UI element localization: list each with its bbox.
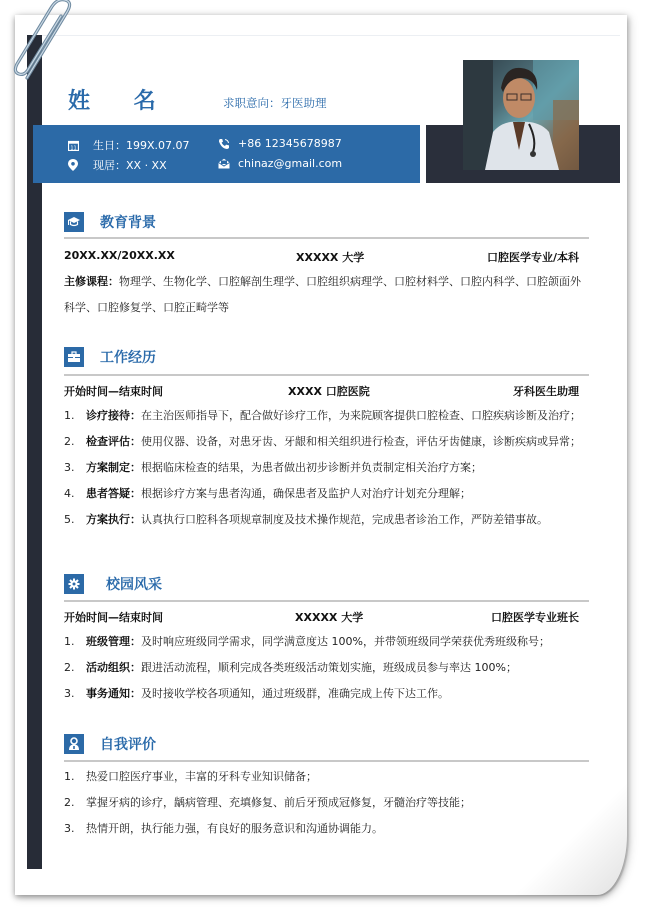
- person-icon: [64, 734, 84, 754]
- email-info: [218, 157, 342, 170]
- list-item: 1. 诊疗接待：在主治医师指导下，配合做好诊疗工作，为来院顾客提供口腔检查、口腔疾病诊断及治疗；: [64, 409, 581, 422]
- education-school: XXXXX 大学: [296, 251, 365, 264]
- phone-text[interactable]: +86 12345678987: [238, 137, 342, 150]
- profile-photo: [463, 60, 579, 170]
- campus-section-header: [64, 574, 162, 594]
- mail-icon: [218, 158, 230, 170]
- list-item: 4. 患者答疑：根据诊疗方案与患者沟通，确保患者及监护人对治疗计划充分理解；: [64, 487, 471, 500]
- work-section-header: [64, 347, 156, 367]
- list-item: 2. 掌握牙病的诊疗，龋病管理、充填修复、前后牙预成冠修复，牙髓治疗等技能；: [64, 796, 471, 809]
- campus-divider: [64, 600, 589, 602]
- list-item: 3. 热情开朗，执行能力强，有良好的服务意识和沟通协调能力。: [64, 822, 383, 835]
- calendar-icon: [67, 139, 79, 151]
- list-item: 3. 方案制定：根据临床检查的结果，为患者做出初步诊断并负责制定相关治疗方案；: [64, 461, 482, 474]
- education-period: 20XX.XX/20XX.XX: [64, 249, 175, 262]
- phone-icon: [218, 138, 230, 150]
- phone-info: [218, 137, 342, 150]
- list-item: 5. 方案执行：认真执行口腔科各项规章制度及技术操作规范，完成患者诊治工作，严防差错事故。: [64, 513, 548, 526]
- self-eval-divider: [64, 760, 589, 762]
- campus-title: 校园风采: [106, 577, 162, 593]
- top-divider: [40, 35, 620, 36]
- campus-period: 开始时间—结束时间: [64, 611, 163, 624]
- location-pin-icon: [67, 159, 79, 171]
- courses-text: 物理学、生物化学、口腔解剖生理学、口腔组织病理学、口腔材料学、口腔内科学、口腔颌面外科学、口腔修复学、口腔正畸学等: [64, 275, 581, 314]
- list-item: 1. 班级管理：及时响应班级同学需求，同学满意度达 100%，并带领班级同学荣获优秀班级称号；: [64, 635, 550, 648]
- education-title: 教育背景: [100, 215, 156, 231]
- self-eval-section-header: [64, 734, 156, 754]
- candidate-name: 姓 名: [68, 89, 174, 114]
- graduation-cap-icon: [64, 212, 84, 232]
- courses-label: 主修课程：: [64, 275, 119, 288]
- education-major: 口腔医学专业/本科: [486, 251, 579, 264]
- job-intent: 求职意向：牙医助理: [223, 96, 327, 110]
- campus-org: XXXXX 大学: [295, 611, 364, 624]
- birthday-text: 生日：199X.07.07: [93, 139, 190, 152]
- work-org: XXXX 口腔医院: [288, 385, 370, 398]
- education-section-header: [64, 212, 156, 232]
- residence-info: [67, 157, 167, 173]
- campus-role: 口腔医学专业班长: [491, 611, 579, 624]
- education-divider: [64, 237, 589, 239]
- svg-text:11: 11: [69, 144, 77, 151]
- gear-icon: [64, 574, 84, 594]
- birthday-info: [67, 137, 190, 153]
- list-item: 1. 热爱口腔医疗事业，丰富的牙科专业知识储备；: [64, 770, 317, 783]
- list-item: 2. 检查评估：使用仪器、设备，对患牙齿、牙龈和相关组织进行检查，评估牙齿健康，诊断疾病或异常；: [64, 435, 581, 448]
- work-role: 牙科医生助理: [513, 385, 579, 398]
- work-duties-list: [64, 403, 594, 533]
- doctor-portrait-image: [463, 60, 579, 170]
- email-text[interactable]: chinaz@gmail.com: [238, 157, 343, 170]
- list-item: 3. 事务通知：及时接收学校各项通知，通过班级群，准确完成上传下达工作。: [64, 687, 449, 700]
- work-divider: [64, 374, 589, 376]
- paperclip-icon: [5, 0, 75, 85]
- work-period: 开始时间—结束时间: [64, 385, 163, 398]
- work-title: 工作经历: [100, 350, 156, 366]
- campus-activities-list: [64, 629, 594, 707]
- briefcase-icon: [64, 347, 84, 367]
- residence-text: 现居：XX · XX: [93, 159, 167, 172]
- self-eval-title: 自我评价: [100, 737, 156, 753]
- contact-info-band: [33, 125, 420, 183]
- list-item: 2. 活动组织：跟进活动流程，顺利完成各类班级活动策划实施，班级成员参与率达 100%；: [64, 661, 517, 674]
- education-courses: [64, 269, 590, 321]
- self-eval-list: [64, 764, 594, 842]
